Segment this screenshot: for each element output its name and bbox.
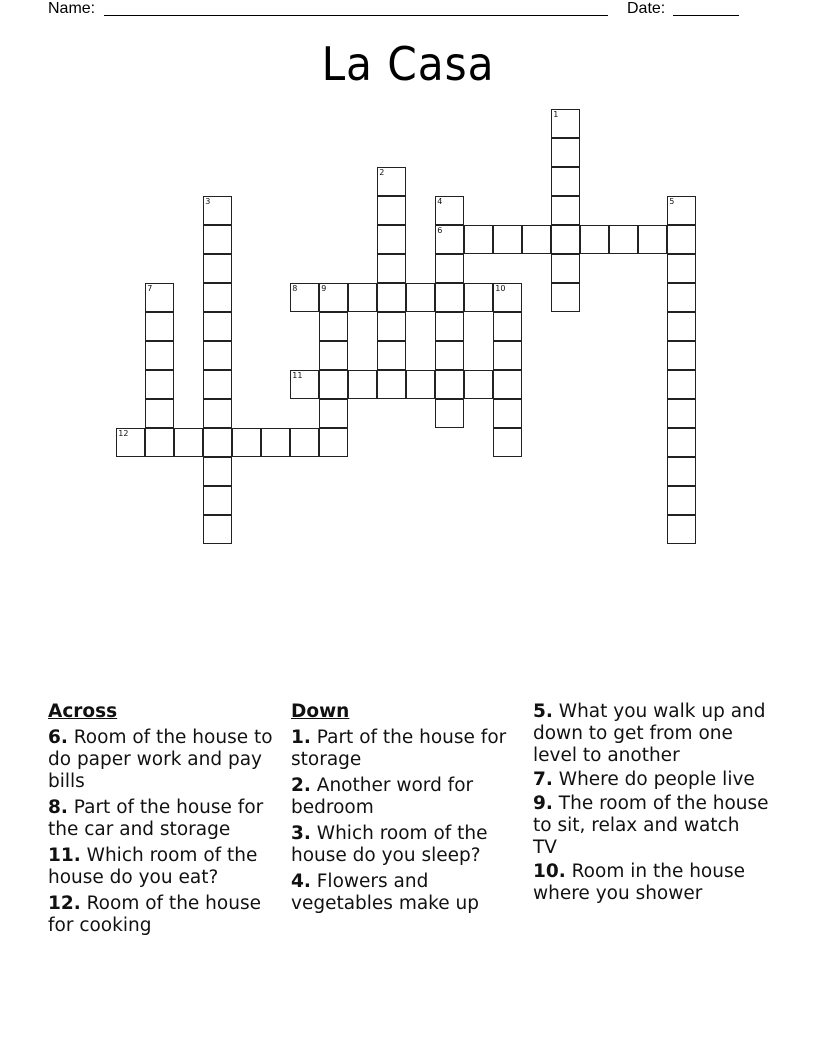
crossword-cell[interactable] [667, 370, 696, 399]
crossword-cell[interactable] [203, 515, 232, 544]
crossword-cell[interactable] [609, 225, 638, 254]
clue-number: 10 [495, 284, 506, 294]
across-clues [48, 701, 284, 941]
crossword-cell[interactable] [319, 399, 348, 428]
crossword-cell[interactable] [667, 196, 696, 225]
name-label: Name: [48, 0, 96, 17]
crossword-cell[interactable] [203, 486, 232, 515]
crossword-cell[interactable] [319, 428, 348, 457]
crossword-cell[interactable] [203, 428, 232, 457]
crossword-cell[interactable] [551, 167, 580, 196]
crossword-cell[interactable] [203, 225, 232, 254]
clue-number: 8 [292, 284, 298, 294]
crossword-cell[interactable] [435, 370, 464, 399]
crossword-cell[interactable] [261, 428, 290, 457]
clue-down-10: 10. Room in the house where you shower [533, 861, 745, 904]
clue-number: 5 [669, 197, 675, 207]
clue-down-1: 1. Part of the house for storage [291, 727, 507, 770]
crossword-cell[interactable] [406, 283, 435, 312]
crossword-cell[interactable] [290, 428, 319, 457]
clue-across-8: 8. Part of the house for the car and storage [48, 797, 264, 840]
page-title: La Casa [321, 37, 495, 91]
crossword-cell[interactable] [377, 225, 406, 254]
crossword-cell[interactable] [203, 196, 232, 225]
clue-across-12: 12. Room of the house for cooking [48, 893, 261, 936]
crossword-cell[interactable] [116, 428, 145, 457]
crossword-cell[interactable] [145, 312, 174, 341]
crossword-cell[interactable] [377, 254, 406, 283]
crossword-cell[interactable] [464, 283, 493, 312]
clue-number: 7 [147, 284, 153, 294]
crossword-cell[interactable] [145, 283, 174, 312]
crossword-cell[interactable] [174, 428, 203, 457]
crossword-cell[interactable] [522, 225, 551, 254]
crossword-cell[interactable] [377, 341, 406, 370]
crossword-cell[interactable] [493, 312, 522, 341]
crossword-cell[interactable] [203, 341, 232, 370]
crossword-cell[interactable] [580, 225, 609, 254]
crossword-cell[interactable] [667, 254, 696, 283]
crossword-cell[interactable] [493, 341, 522, 370]
crossword-cell[interactable] [667, 486, 696, 515]
crossword-cell[interactable] [377, 312, 406, 341]
crossword-cell[interactable] [145, 370, 174, 399]
clue-down-3: 3. Which room of the house do you sleep? [291, 823, 488, 866]
clue-number: 11 [292, 371, 303, 381]
crossword-cell[interactable] [377, 370, 406, 399]
crossword-cell[interactable] [290, 283, 319, 312]
crossword-cell[interactable] [493, 370, 522, 399]
crossword-cell[interactable] [319, 370, 348, 399]
crossword-cell[interactable] [551, 225, 580, 254]
crossword-cell[interactable] [377, 167, 406, 196]
crossword-cell[interactable] [493, 283, 522, 312]
crossword-cell[interactable] [203, 283, 232, 312]
crossword-cell[interactable] [551, 138, 580, 167]
clue-down-7: 7. Where do people live [533, 769, 755, 790]
clue-number: 1 [553, 110, 559, 120]
crossword-cell[interactable] [493, 428, 522, 457]
crossword-cell[interactable] [667, 428, 696, 457]
crossword-cell[interactable] [377, 196, 406, 225]
crossword-cell[interactable] [203, 254, 232, 283]
crossword-cell[interactable] [203, 457, 232, 486]
clue-number: 2 [379, 168, 385, 178]
crossword-cell[interactable] [319, 283, 348, 312]
crossword-cell[interactable] [551, 196, 580, 225]
crossword-cell[interactable] [493, 225, 522, 254]
crossword-cell[interactable] [203, 370, 232, 399]
crossword-cell[interactable] [435, 254, 464, 283]
crossword-cell[interactable] [435, 341, 464, 370]
crossword-cell[interactable] [551, 109, 580, 138]
crossword-cell[interactable] [406, 370, 435, 399]
clue-number: 9 [321, 284, 327, 294]
crossword-cell[interactable] [667, 225, 696, 254]
crossword-cell[interactable] [667, 283, 696, 312]
across-heading: Across [48, 701, 118, 722]
clue-number: 6 [437, 226, 443, 236]
crossword-cell[interactable] [435, 196, 464, 225]
crossword-cell[interactable] [464, 370, 493, 399]
crossword-cell[interactable] [435, 399, 464, 428]
crossword-cell[interactable] [551, 283, 580, 312]
crossword-cell[interactable] [348, 283, 377, 312]
crossword-cell[interactable] [145, 399, 174, 428]
clue-across-11: 11. Which room of the house do you eat? [48, 845, 258, 888]
crossword-cell[interactable] [638, 225, 667, 254]
crossword-cell[interactable] [203, 312, 232, 341]
crossword-cell[interactable] [203, 399, 232, 428]
crossword-cell[interactable] [667, 515, 696, 544]
crossword-cell[interactable] [290, 370, 319, 399]
crossword-cell[interactable] [319, 341, 348, 370]
crossword-cell[interactable] [464, 225, 493, 254]
crossword-cell[interactable] [667, 457, 696, 486]
crossword-cell[interactable] [145, 428, 174, 457]
crossword-cell[interactable] [435, 225, 464, 254]
crossword-cell[interactable] [667, 341, 696, 370]
crossword-cell[interactable] [319, 312, 348, 341]
clue-across-6: 6. Room of the house to do paper work and pay bills [48, 727, 273, 792]
clue-number: 12 [118, 429, 129, 439]
date-label: Date: [627, 0, 666, 17]
crossword-cell[interactable] [348, 370, 377, 399]
down-clues-continued [533, 701, 769, 907]
crossword-cell[interactable] [435, 312, 464, 341]
clue-down-9: 9. The room of the house to sit, relax and watch TV [533, 793, 769, 858]
clue-number: 4 [437, 197, 443, 207]
down-heading: Down [291, 701, 350, 722]
clue-down-5: 5. What you walk up and down to get from one level to another [533, 701, 766, 766]
crossword-cell[interactable] [232, 428, 261, 457]
crossword-cell[interactable] [377, 283, 406, 312]
crossword-cell[interactable] [493, 399, 522, 428]
down-clues [291, 701, 527, 919]
crossword-cell[interactable] [435, 283, 464, 312]
crossword-cell[interactable] [667, 312, 696, 341]
clue-number: 3 [205, 197, 211, 207]
crossword-cell[interactable] [667, 399, 696, 428]
clue-down-4: 4. Flowers and vegetables make up [291, 871, 479, 914]
crossword-cell[interactable] [551, 254, 580, 283]
crossword-cell[interactable] [145, 341, 174, 370]
clue-down-2: 2. Another word for bedroom [291, 775, 474, 818]
